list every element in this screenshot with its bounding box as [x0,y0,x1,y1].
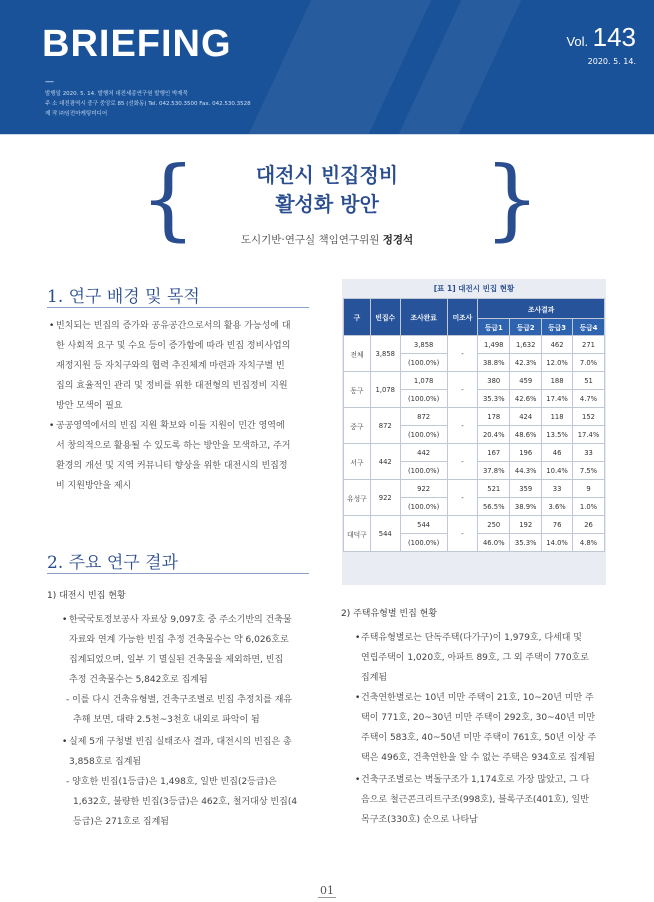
table-row [344,408,605,426]
section1-bullet1 [56,316,326,416]
cell-gu: 중구 [344,408,371,444]
left-brace-ornament: { [140,147,196,250]
section2-bullet2 [69,732,329,772]
text-line: 방안 모색이 필요 [56,401,123,411]
text-line: 주택이 583호, 40~50년 미만 주택이 761호, 50년 이상 주 [361,733,597,743]
cell-grade-count: 1,632 [510,336,542,354]
text-line: 택은 496호, 건축연한을 알 수 없는 주택은 934호로 집계됨 [361,753,595,763]
cell-grade-count: 26 [573,516,605,534]
cell-grade-pct: 35.3% [478,390,510,408]
table-caption: [표 1] 대전시 빈집 현황 [433,284,515,293]
volume-label [566,22,636,53]
section2-heading: 2. 주요 연구 결과 [47,553,178,573]
right-brace-ornament: } [484,147,540,250]
cell-grade-pct: 37.8% [478,462,510,480]
cell-surveyed-pct: (100.0%) [400,390,447,408]
cell-grade-pct: 1.0% [573,498,605,516]
text-line: 한 사회적 요구 및 수요 등이 증가함에 따라 빈집 정비사업의 [56,341,291,351]
cell-surveyed: 1,078 [400,372,447,390]
cell-grade-pct: 4.8% [573,534,605,552]
volume-number: 143 [592,22,636,52]
cell-gu: 동구 [344,372,371,408]
cell-grade-count: 196 [510,444,542,462]
cell-surveyed-pct: (100.0%) [400,426,447,444]
table-row [344,444,605,462]
text-line: 환경의 개선 및 지역 커뮤니티 향상을 위한 대전시의 빈집정 [56,461,288,471]
section2-detail1 [66,690,328,730]
subsection1-title: 1) 대전시 빈집 현황 [47,591,126,601]
bullet-dot: • [355,693,361,703]
vacant-house-table-box [342,279,606,585]
section1-rule [47,307,309,308]
building-structure-bullet [361,770,626,830]
cell-gu: 대덕구 [344,516,371,552]
cell-grade-count: 33 [573,444,605,462]
text-line: 실제 5개 구청별 빈집 실태조사 결과, 대전시의 빈집은 총 [69,737,292,747]
cell-surveyed-pct: (100.0%) [400,498,447,516]
header-grade2: 등급2 [510,319,542,336]
header-grade1: 등급1 [478,319,510,336]
cell-grade-pct: 17.4% [542,390,573,408]
vacant-house-table [343,298,605,552]
text-line: 음으로 철근콘크리트구조(998호), 블록구조(401호), 일반 [361,795,589,805]
cell-grade-count: 250 [478,516,510,534]
publisher-line: 주 소 대전광역시 중구 중앙로 85 (선화동) Tel. 042.530.3500 Fax. 042.530.3528 [45,101,251,107]
page-number [0,884,654,897]
cell-unsurveyed: - [447,372,478,408]
cell-grade-pct: 42.6% [510,390,542,408]
cell-unsurveyed: - [447,516,478,552]
table-row [344,516,605,534]
cell-surveyed: 872 [400,408,447,426]
cell-grade-count: 521 [478,480,510,498]
cell-grade-count: 459 [510,372,542,390]
text-line: 빈치되는 빈집의 증가와 공유공간으로서의 활용 가능성에 대 [56,321,291,331]
cell-grade-pct: 3.6% [542,498,573,516]
cell-surveyed-pct: (100.0%) [400,462,447,480]
volume-prefix: Vol. [566,34,589,49]
cell-empty-count: 442 [370,444,400,480]
header-grade4: 등급4 [573,319,605,336]
cell-grade-pct: 44.3% [510,462,542,480]
text-line: 주택유형별로는 단독주택(다가구)이 1,979호, 다세대 및 [361,633,582,643]
cell-grade-pct: 7.0% [573,354,605,372]
bullet-dot: • [62,737,68,747]
cell-empty-count: 872 [370,408,400,444]
housing-type-bullet [361,628,626,688]
section1-bullet2 [56,416,326,496]
table-row [344,480,605,498]
cell-unsurveyed: - [447,336,478,372]
cell-grade-count: 46 [542,444,573,462]
doc-title-line1: 대전시 빈집정비 [255,163,399,187]
cell-unsurveyed: - [447,444,478,480]
text-line: 등급)은 271호로 집계됨 [73,817,169,827]
cell-grade-count: 380 [478,372,510,390]
text-line: 목구조(330호) 순으로 나타남 [361,815,478,825]
author-name: 정경석 [382,234,414,246]
subsection2-title: 2) 주택유형별 빈집 현황 [341,609,438,619]
cell-gu: 전체 [344,336,371,372]
cell-grade-pct: 56.5% [478,498,510,516]
header-unsurveyed: 미조사 [447,299,478,336]
text-line: 3,858호로 집계됨 [69,757,142,767]
cell-surveyed: 3,858 [400,336,447,354]
cell-grade-pct: 38.9% [510,498,542,516]
cell-grade-count: 271 [573,336,605,354]
cell-grade-count: 167 [478,444,510,462]
header-grade3: 등급3 [542,319,573,336]
cell-surveyed: 544 [400,516,447,534]
cell-grade-count: 1,498 [478,336,510,354]
text-line: 연립주택이 1,020호, 아파트 89호, 그 외 주택이 770호로 [361,653,589,663]
header-gu: 구 [344,299,371,336]
cell-grade-pct: 13.5% [542,426,573,444]
text-line: 공공영역에서의 빈집 지원 확보와 이들 지원이 민간 영역에 [56,421,285,431]
cell-grade-pct: 10.4% [542,462,573,480]
cell-unsurveyed: - [447,480,478,516]
cell-grade-count: 51 [573,372,605,390]
section2-bullet1 [69,610,329,690]
text-line: 집계되었으며, 일부 기 멸실된 건축물을 제외하면, 빈집 [69,655,284,665]
cell-grade-count: 118 [542,408,573,426]
cell-grade-pct: 46.0% [478,534,510,552]
text-line: 집의 효율적인 관리 및 정비를 위한 대전형의 빈집정비 지원 [56,381,288,391]
cell-grade-count: 462 [542,336,573,354]
header-banner [0,0,654,134]
cell-surveyed: 442 [400,444,447,462]
cell-grade-pct: 38.8% [478,354,510,372]
cell-grade-pct: 12.0% [542,354,573,372]
cell-grade-count: 76 [542,516,573,534]
text-line: 추해 보면, 대략 2.5천~3천호 내외로 파악이 됨 [73,715,260,725]
page-number-text: 01 [320,884,334,897]
cell-grade-pct: 42.3% [510,354,542,372]
publisher-info [45,89,251,119]
cell-unsurveyed: - [447,408,478,444]
text-line: 추정 건축물수는 5,842호로 집계됨 [69,675,208,685]
brand-logo: BRIEFING [42,23,232,65]
text-line: - 이를 다시 건축유형별, 건축구조별로 빈집 추정치를 재유 [66,695,293,705]
cell-grade-count: 33 [542,480,573,498]
header-surveyed: 조사완료 [400,299,447,336]
section2-detail2 [66,772,328,832]
text-line: 서 창의적으로 활용될 수 있도록 하는 방안을 모색하고, 주거 [56,441,291,451]
author-role: 도시기반·연구실 책임연구위원 [240,234,380,246]
bullet-dot: • [49,321,55,331]
text-line: 한국국토정보공사 자료상 9,097호 중 주소기반의 건축물 [69,615,292,625]
cell-empty-count: 922 [370,480,400,516]
cell-gu: 서구 [344,444,371,480]
cell-gu: 유성구 [344,480,371,516]
cell-surveyed-pct: (100.0%) [400,354,447,372]
cell-grade-count: 359 [510,480,542,498]
building-age-bullet [361,688,626,768]
text-line: 자료와 연계 가능한 빈집 추정 건축물수는 약 6,026호로 [69,635,289,645]
cell-grade-count: 9 [573,480,605,498]
bullet-dot: • [49,421,55,431]
cell-grade-count: 178 [478,408,510,426]
table-row [344,372,605,390]
cell-grade-count: 192 [510,516,542,534]
text-line: 비 지원방안을 제시 [56,481,132,491]
table-row [344,336,605,354]
bullet-dot: • [62,615,68,625]
cell-grade-pct: 35.3% [510,534,542,552]
cell-grade-pct: 48.6% [510,426,542,444]
section2-rule [47,573,309,574]
text-line: - 양호한 빈집(1등급)은 1,498호, 일반 빈집(2등급)은 [66,777,277,787]
cell-grade-pct: 7.5% [573,462,605,480]
cell-empty-count: 1,078 [370,372,400,408]
doc-title-line2: 활성화 방안 [275,192,379,216]
cell-grade-count: 152 [573,408,605,426]
cell-empty-count: 3,858 [370,336,400,372]
cell-grade-pct: 20.4% [478,426,510,444]
cell-grade-pct: 14.0% [542,534,573,552]
publisher-line: 제 작 ㈜임전마케팅미디어 [45,111,108,117]
text-line: 건축연한별로는 10년 미만 주택이 21호, 10~20년 미만 주 [361,693,594,703]
bullet-dot: • [355,775,361,785]
text-line: 1,632호, 불량한 빈집(3등급)은 462호, 철거대상 빈집(4 [73,797,298,807]
header-survey-result: 조사결과 [478,299,605,319]
cell-surveyed-pct: (100.0%) [400,534,447,552]
header-dash: — [45,77,54,87]
text-line: 집계됨 [361,673,388,683]
cell-grade-pct: 4.7% [573,390,605,408]
cell-grade-count: 188 [542,372,573,390]
cell-empty-count: 544 [370,516,400,552]
header-rule [0,134,654,135]
author-line [0,232,654,247]
text-line: 택이 771호, 20~30년 미만 주택이 292호, 30~40년 미만 [361,713,596,723]
bullet-dot: • [355,633,361,643]
section1-heading: 1. 연구 배경 및 목적 [47,287,200,307]
cell-grade-count: 424 [510,408,542,426]
publisher-line: 발행일 2020. 5. 14. 발행처 대전세종연구원 발행인 박재묵 [45,91,188,97]
text-line: 재정지원 등 자치구와의 협력 추진체계 마련과 자치구별 빈 [56,361,285,371]
header-empty-count: 빈집수 [370,299,400,336]
cell-grade-pct: 17.4% [573,426,605,444]
text-line: 건축구조별로는 벽돌구조가 1,174호로 가장 많았고, 그 다 [361,775,590,785]
cell-surveyed: 922 [400,480,447,498]
issue-date: 2020. 5. 14. [587,57,636,66]
